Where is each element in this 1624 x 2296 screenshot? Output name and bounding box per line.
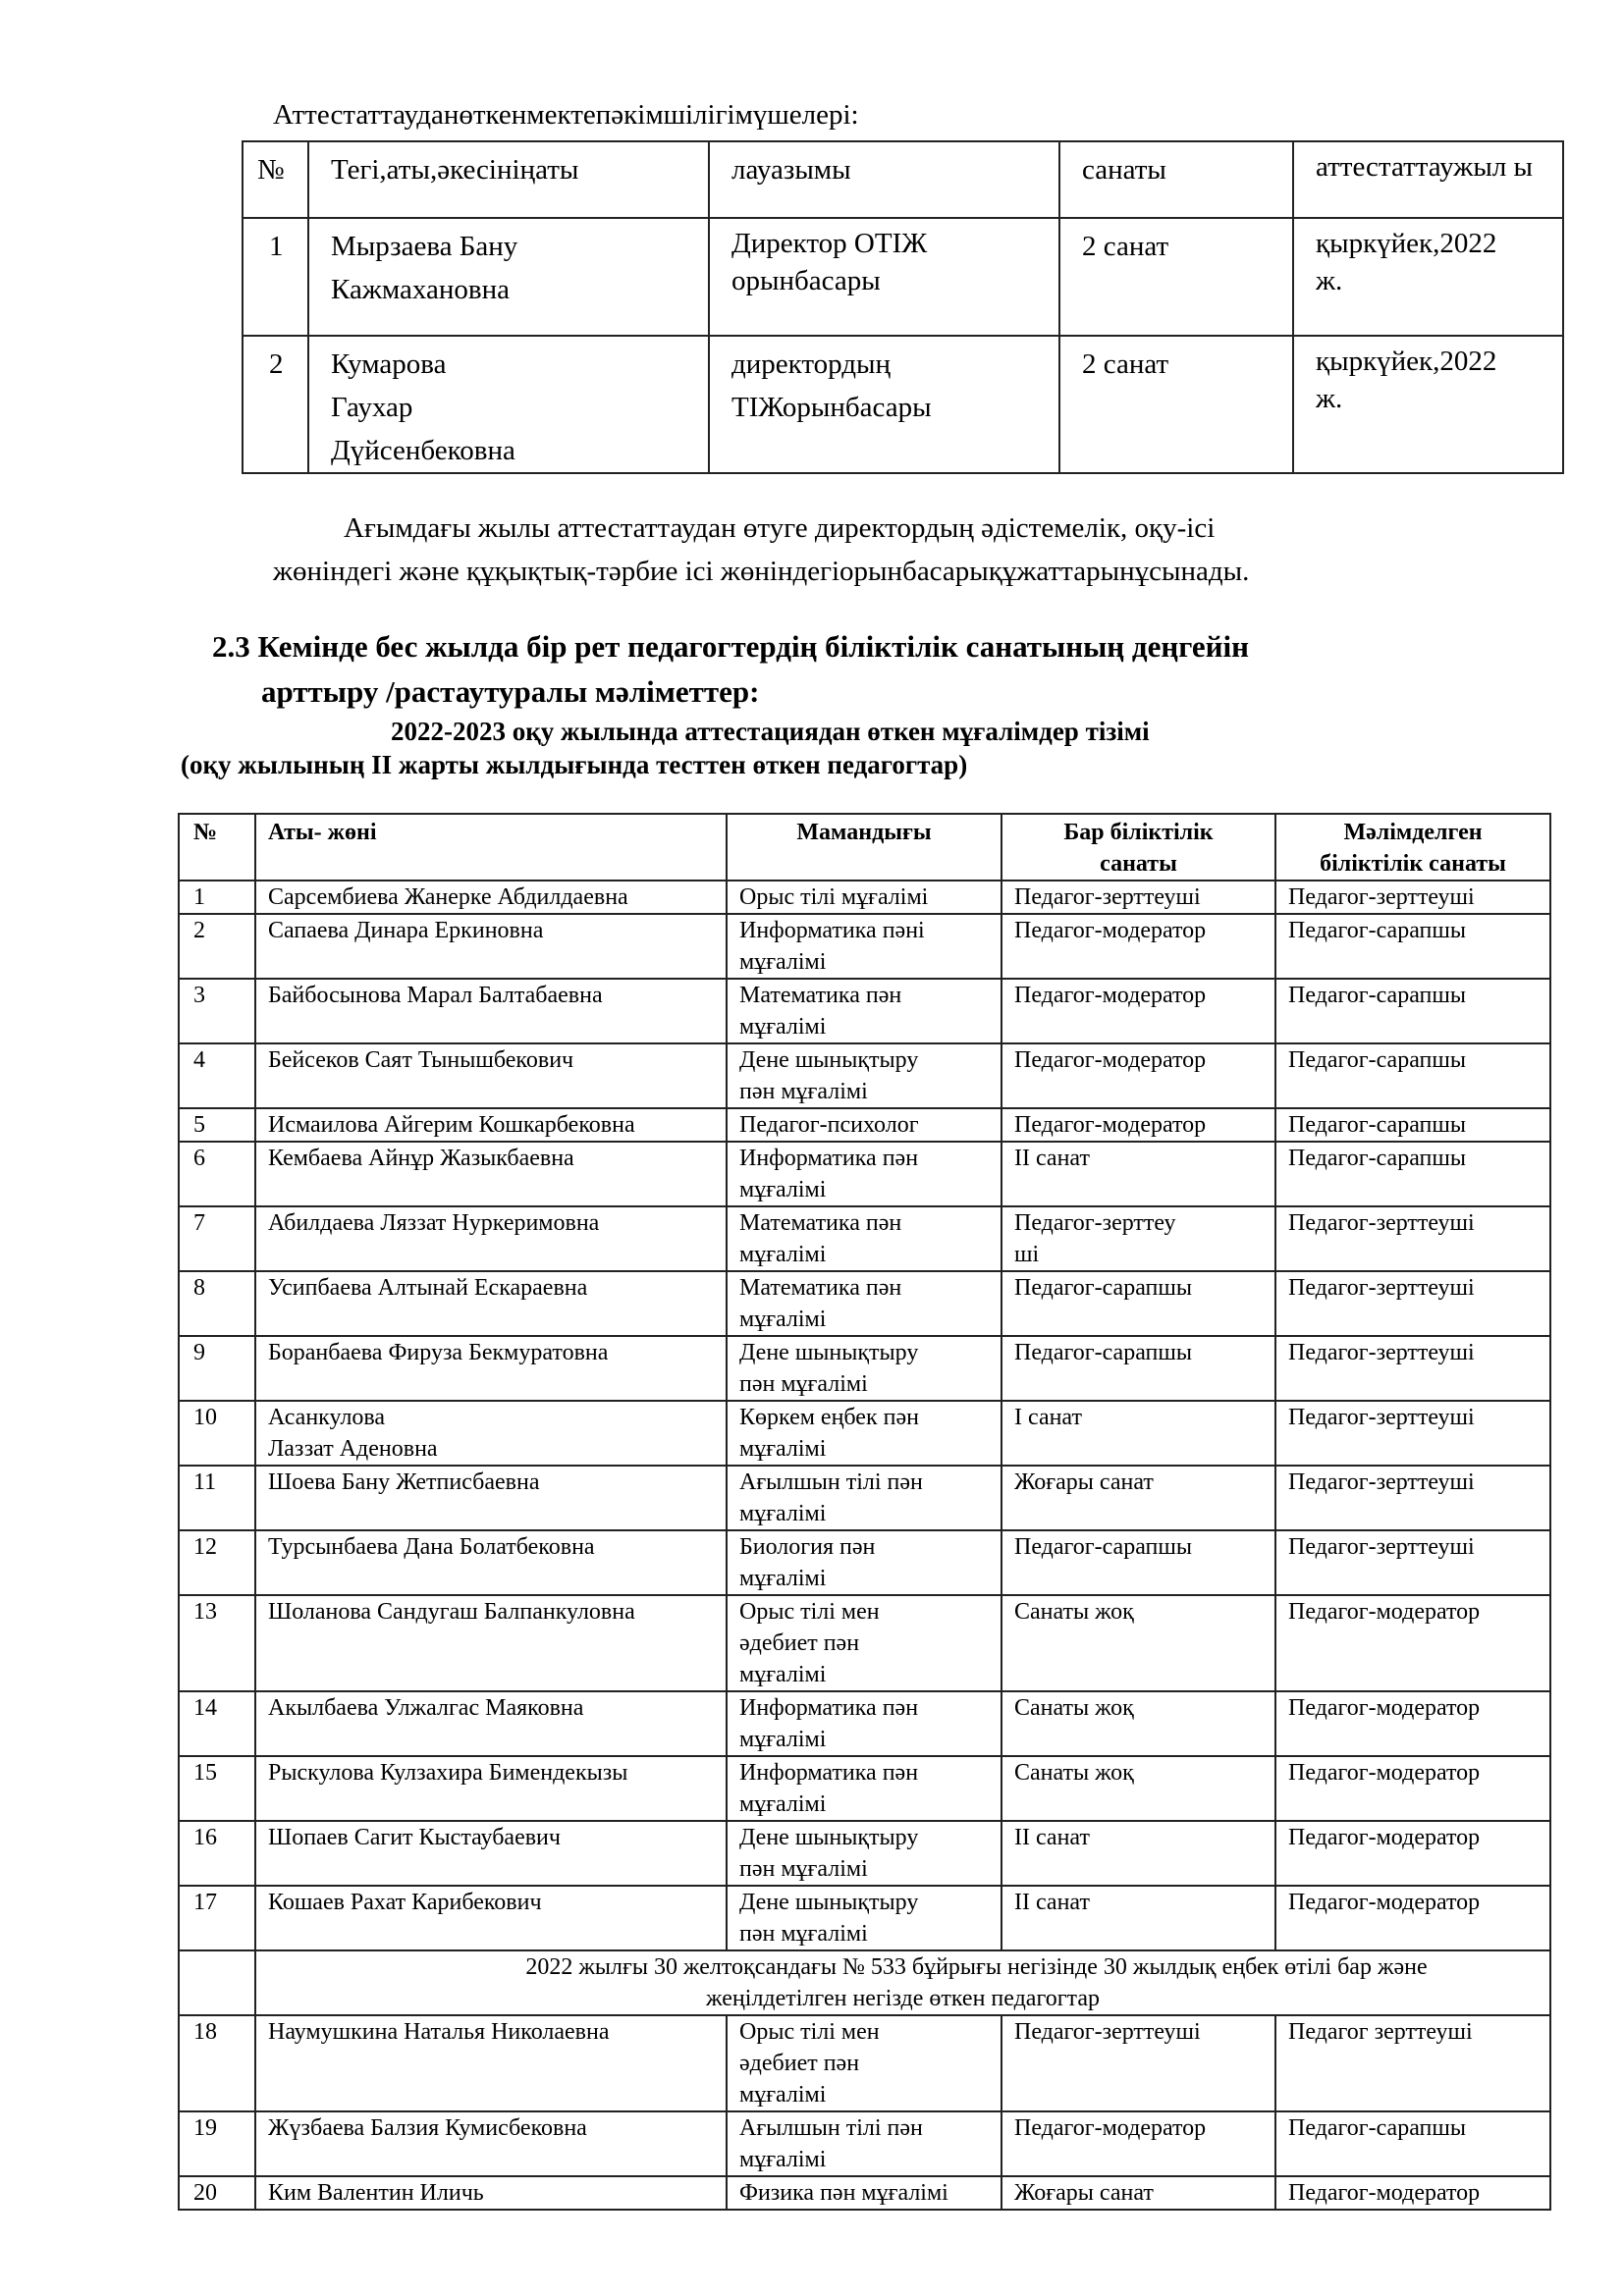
cell-line: Бейсеков Саят Тынышбекович (268, 1047, 574, 1073)
cell-line: Педагог-модератор (1014, 2115, 1207, 2141)
paragraph-line-2: жөніндегі және құқықтық-тәрбие ісі жөніндегіорынбасарықұжаттарынұсынады. (273, 556, 1250, 587)
cell-line: мұғалімі (739, 1566, 827, 1591)
row-name (255, 1271, 727, 1336)
cell-line: мұғалімі (739, 1242, 827, 1267)
row-declared-category: Педагог-сарапшы (1275, 1043, 1550, 1108)
table-row (179, 1108, 1550, 1142)
row-category: 2 санат (1059, 336, 1293, 473)
col-header-name: Аты- жөні (255, 814, 727, 881)
table-row (179, 1821, 1550, 1886)
row-specialty (727, 1756, 1001, 1821)
table-row (179, 1530, 1550, 1595)
cell-line: Информатика пәні (739, 918, 925, 943)
cell-line: Физика пән мұғалімі (739, 2180, 948, 2206)
section-heading-line-2: арттыру /растаутуралы мәліметтер: (261, 674, 760, 709)
table-row (179, 979, 1550, 1043)
row-specialty (727, 1530, 1001, 1595)
name-line: Кажмахановна (331, 274, 510, 305)
row-name (255, 881, 727, 914)
row-num: 19 (179, 2111, 255, 2176)
row-name (255, 1886, 727, 1950)
row-declared-category: Педагог-модератор (1275, 1691, 1550, 1756)
cell-line: Наумушкина Наталья Николаевна (268, 2019, 610, 2045)
row-name (255, 1206, 727, 1271)
col-header-num: № (243, 141, 308, 218)
cell-line: Информатика пән (739, 1760, 919, 1786)
table-row (243, 336, 1563, 473)
header-line: санаты (1100, 851, 1177, 877)
cell-line: Боранбаева Фируза Бекмуратовна (268, 1340, 609, 1365)
row-name (255, 1108, 727, 1142)
cell-line: мұғалімі (739, 2147, 827, 2172)
header-line: Мәлімделген (1343, 820, 1483, 845)
cell-line: пән мұғалімі (739, 1856, 868, 1882)
table-row (179, 1466, 1550, 1530)
cell-line: Дене шынықтыру (739, 1825, 919, 1850)
table-row (179, 1756, 1550, 1821)
cell-line: Абилдаева Ляззат Нуркеримовна (268, 1210, 600, 1236)
cell-line: Информатика пән (739, 1146, 919, 1171)
row-position (709, 218, 1059, 336)
row-declared-category: Педагог-зерттеуші (1275, 1271, 1550, 1336)
header-line: Бар біліктілік (1063, 820, 1214, 845)
cell-line: мұғалімі (739, 949, 827, 975)
table-row (179, 2015, 1550, 2111)
cell-line: Исмаилова Айгерим Кошкарбековна (268, 1112, 635, 1138)
row-name (255, 2176, 727, 2210)
year-line: қыркүйек,2022 (1316, 346, 1497, 377)
col-header-year: аттестаттаужыл ы (1293, 141, 1563, 218)
cell-line: Рыскулова Кулзахира Бимендекызы (268, 1760, 628, 1786)
row-current-category (1001, 1401, 1275, 1466)
row-num: 5 (179, 1108, 255, 1142)
name-line: Дүйсенбековна (331, 435, 515, 466)
row-name (255, 1756, 727, 1821)
cell-line: Санаты жоқ (1014, 1760, 1134, 1786)
row-specialty (727, 1108, 1001, 1142)
row-declared-category: Педагог-сарапшы (1275, 1108, 1550, 1142)
cell-line: Педагог-сарапшы (1014, 1275, 1192, 1301)
row-num: 1 (243, 218, 308, 336)
row-declared-category: Педагог-модератор (1275, 2176, 1550, 2210)
name-line: Кумарова (331, 348, 447, 380)
row-specialty (727, 1886, 1001, 1950)
table-row (179, 1401, 1550, 1466)
row-declared-category: Педагог-сарапшы (1275, 2111, 1550, 2176)
cell-line: Санаты жоқ (1014, 1599, 1134, 1625)
admin-attestation-table (242, 140, 1564, 474)
cell-line: Усипбаева Алтынай Ескараевна (268, 1275, 588, 1301)
cell-line: Педагог-сарапшы (1014, 1534, 1192, 1560)
cell-line: Дене шынықтыру (739, 1340, 919, 1365)
paragraph-line-1: Ағымдағы жылы аттестаттаудан өтуге директордың әдістемелік, оқу-ісі (344, 512, 1216, 544)
col-header-category: санаты (1059, 141, 1293, 218)
row-num: 18 (179, 2015, 255, 2111)
row-num: 2 (243, 336, 308, 473)
row-current-category (1001, 1336, 1275, 1401)
table-row (179, 1142, 1550, 1206)
year-line: ж. (1316, 265, 1343, 296)
row-name (255, 1530, 727, 1595)
cell-line: Акылбаева Улжалгас Маяковна (268, 1695, 584, 1721)
row-num: 8 (179, 1271, 255, 1336)
cell-line: Турсынбаева Дана Болатбековна (268, 1534, 595, 1560)
col-header-position: лауазымы (709, 141, 1059, 218)
cell-line: Ағылшын тілі пән (739, 1469, 923, 1495)
table-row (179, 1336, 1550, 1401)
cell-line: мұғалімі (739, 1727, 827, 1752)
cell-line: Жоғары санат (1014, 2180, 1154, 2206)
cell-line: Педагог-зерттеуші (1014, 2019, 1201, 2045)
cell-line: Дене шынықтыру (739, 1047, 919, 1073)
row-declared-category: Педагог-зерттеуші (1275, 1206, 1550, 1271)
row-current-category (1001, 1821, 1275, 1886)
row-current-category (1001, 1142, 1275, 1206)
cell-line: Кошаев Рахат Карибекович (268, 1890, 542, 1915)
name-line: Гаухар (331, 392, 413, 423)
section-heading-line-1: 2.3 Кемінде бес жылда бір рет педагогтердің біліктілік санатының деңгейін (212, 629, 1249, 664)
cell-line: Жүзбаева Балзия Кумисбековна (268, 2115, 587, 2141)
row-name (255, 1466, 727, 1530)
cell-line: Математика пән (739, 983, 902, 1008)
name-line: Мырзаева Бану (331, 231, 518, 262)
row-num: 12 (179, 1530, 255, 1595)
row-declared-category: Педагог-зерттеуші (1275, 1466, 1550, 1530)
cell-line: Педагог-модератор (1014, 1112, 1207, 1138)
cell-line: мұғалімі (739, 1307, 827, 1332)
row-num: 16 (179, 1821, 255, 1886)
row-name (308, 218, 709, 336)
row-specialty (727, 1595, 1001, 1691)
cell-line: Педагог-сарапшы (1014, 1340, 1192, 1365)
row-current-category (1001, 881, 1275, 914)
row-num: 20 (179, 2176, 255, 2210)
cell-line: Педагог-модератор (1014, 918, 1207, 943)
row-num: 10 (179, 1401, 255, 1466)
row-specialty (727, 979, 1001, 1043)
row-declared-category: Педагог зерттеуші (1275, 2015, 1550, 2111)
row-declared-category: Педагог-сарапшы (1275, 979, 1550, 1043)
row-category: 2 санат (1059, 218, 1293, 336)
row-num: 13 (179, 1595, 255, 1691)
row-declared-category: Педагог-модератор (1275, 1821, 1550, 1886)
row-declared-category: Педагог-зерттеуші (1275, 1401, 1550, 1466)
row-specialty (727, 881, 1001, 914)
row-name (255, 1691, 727, 1756)
cell-line: Информатика пән (739, 1695, 919, 1721)
table-row (179, 1206, 1550, 1271)
row-specialty (727, 1401, 1001, 1466)
row-current-category (1001, 2015, 1275, 2111)
cell-line: Математика пән (739, 1210, 902, 1236)
list-title-line-2: (оқу жылының ІІ жарты жылдығында тесттен өткен педагогтар) (181, 750, 968, 779)
row-specialty (727, 2111, 1001, 2176)
teacher-attestation-table (178, 813, 1551, 2211)
cell-line: Педагог-модератор (1014, 983, 1207, 1008)
row-specialty (727, 1271, 1001, 1336)
row-declared-category: Педагог-сарапшы (1275, 1142, 1550, 1206)
row-num: 4 (179, 1043, 255, 1108)
row-current-category (1001, 1595, 1275, 1691)
cell-line: Шоева Бану Жетписбаевна (268, 1469, 540, 1495)
teacher-rows-after-note (179, 2015, 1550, 2210)
cell-line: әдебиет пән (739, 1630, 860, 1656)
position-line: Директор ОТІЖ (731, 228, 928, 259)
cell-line: Жоғары санат (1014, 1469, 1154, 1495)
row-current-category (1001, 1043, 1275, 1108)
cell-line: Ағылшын тілі пән (739, 2115, 923, 2141)
row-num: 15 (179, 1756, 255, 1821)
note-line: 2022 жылғы 30 желтоқсандағы № 533 бұйрығы негізінде 30 жылдық еңбек өтілі бар және (525, 1954, 1428, 1980)
row-current-category (1001, 1206, 1275, 1271)
position-line: директордың (731, 348, 892, 380)
row-current-category (1001, 979, 1275, 1043)
cell-line: Биология пән (739, 1534, 876, 1560)
row-num: 2 (179, 914, 255, 979)
teacher-rows (179, 881, 1550, 1950)
cell-line: Орыс тілі мен (739, 1599, 880, 1625)
cell-line: мұғалімі (739, 1501, 827, 1526)
col-header-name: Тегі,аты,әкесініңаты (308, 141, 709, 218)
cell-line: Орыс тілі мұғалімі (739, 884, 929, 910)
row-num: 3 (179, 979, 255, 1043)
row-num: 7 (179, 1206, 255, 1271)
row-name (255, 979, 727, 1043)
row-name (255, 2111, 727, 2176)
row-num: 1 (179, 881, 255, 914)
row-current-category (1001, 2111, 1275, 2176)
row-declared-category: Педагог-зерттеуші (1275, 1336, 1550, 1401)
row-declared-category: Педагог-зерттеуші (1275, 881, 1550, 914)
row-name (255, 914, 727, 979)
row-current-category (1001, 1271, 1275, 1336)
row-num: 6 (179, 1142, 255, 1206)
note-row-num (179, 1950, 255, 2015)
table-row (179, 1595, 1550, 1691)
row-name (255, 1401, 727, 1466)
row-name (308, 336, 709, 473)
cell-line: мұғалімі (739, 1436, 827, 1462)
cell-line: Байбосынова Марал Балтабаевна (268, 983, 603, 1008)
row-name (255, 1043, 727, 1108)
row-current-category (1001, 1691, 1275, 1756)
row-specialty (727, 914, 1001, 979)
admin-table-header (243, 141, 1563, 218)
cell-line: Педагог-зерттеуші (1014, 884, 1201, 910)
cell-line: Санаты жоқ (1014, 1695, 1134, 1721)
admin-section-intro: Аттестаттауданөткенмектепәкімшілігімүшелері: (273, 99, 859, 131)
cell-line: мұғалімі (739, 1791, 827, 1817)
row-declared-category: Педагог-зерттеуші (1275, 1530, 1550, 1595)
header-line: біліктілік санаты (1320, 851, 1506, 877)
row-specialty (727, 1691, 1001, 1756)
cell-line: І санат (1014, 1405, 1082, 1430)
row-current-category (1001, 914, 1275, 979)
cell-line: Шоланова Сандугаш Балпанкуловна (268, 1599, 635, 1625)
year-line: ж. (1316, 383, 1343, 414)
table-row (179, 1043, 1550, 1108)
cell-line: пән мұғалімі (739, 1921, 868, 1947)
col-header-declared-category (1275, 814, 1550, 881)
year-line: қыркүйек,2022 (1316, 228, 1497, 259)
table-row (179, 914, 1550, 979)
position-line: ТІЖорынбасары (731, 392, 932, 423)
row-current-category (1001, 1886, 1275, 1950)
teacher-table-header (179, 814, 1550, 881)
row-declared-category: Педагог-модератор (1275, 1886, 1550, 1950)
row-current-category (1001, 1466, 1275, 1530)
cell-line: пән мұғалімі (739, 1371, 868, 1397)
row-num: 14 (179, 1691, 255, 1756)
cell-line: мұғалімі (739, 1014, 827, 1040)
cell-line: мұғалімі (739, 1662, 827, 1687)
row-specialty (727, 1336, 1001, 1401)
cell-line: ші (1014, 1242, 1040, 1267)
row-specialty (727, 2015, 1001, 2111)
cell-line: Дене шынықтыру (739, 1890, 919, 1915)
row-specialty (727, 1142, 1001, 1206)
row-specialty (727, 2176, 1001, 2210)
row-current-category (1001, 1108, 1275, 1142)
cell-line: Математика пән (739, 1275, 902, 1301)
table-row (179, 1691, 1550, 1756)
cell-line: Көркем еңбек пән (739, 1405, 919, 1430)
row-declared-category: Педагог-модератор (1275, 1756, 1550, 1821)
row-num: 9 (179, 1336, 255, 1401)
row-current-category (1001, 1530, 1275, 1595)
table-row (179, 2111, 1550, 2176)
cell-line: Педагог-модератор (1014, 1047, 1207, 1073)
row-current-category (1001, 1756, 1275, 1821)
row-name (255, 1595, 727, 1691)
position-line: орынбасары (731, 265, 881, 296)
cell-line: ІІ санат (1014, 1825, 1090, 1850)
note-row (179, 1950, 1550, 2015)
cell-line: Лаззат Аденовна (268, 1436, 438, 1462)
row-year (1293, 218, 1563, 336)
table-row (179, 1886, 1550, 1950)
cell-line: Шопаев Сагит Кыстаубаевич (268, 1825, 561, 1850)
row-name (255, 1336, 727, 1401)
row-specialty (727, 1043, 1001, 1108)
cell-line: Сарсембиева Жанерке Абдилдаевна (268, 884, 628, 910)
table-row (179, 881, 1550, 914)
row-name (255, 1821, 727, 1886)
list-title-line-1: 2022-2023 оқу жылында аттестациядан өткен мұғалімдер тізімі (391, 717, 1150, 746)
cell-line: мұғалімі (739, 1177, 827, 1202)
cell-line: Ким Валентин Иличь (268, 2180, 484, 2206)
row-position (709, 336, 1059, 473)
cell-line: Педагог-зерттеу (1014, 1210, 1176, 1236)
note-row-text (255, 1950, 1550, 2015)
row-specialty (727, 1821, 1001, 1886)
col-header-specialty: Мамандығы (727, 814, 1001, 881)
cell-line: Кембаева Айнұр Жазыкбаевна (268, 1146, 574, 1171)
cell-line: Педагог-психолог (739, 1112, 919, 1138)
row-declared-category: Педагог-модератор (1275, 1595, 1550, 1691)
cell-line: ІІ санат (1014, 1146, 1090, 1171)
row-declared-category: Педагог-сарапшы (1275, 914, 1550, 979)
note-line: жеңілдетілген негізде өткен педагогтар (706, 1986, 1100, 2011)
table-row (243, 218, 1563, 336)
cell-line: Орыс тілі мен (739, 2019, 880, 2045)
row-num: 11 (179, 1466, 255, 1530)
row-name (255, 2015, 727, 2111)
table-row (179, 2176, 1550, 2210)
cell-line: пән мұғалімі (739, 1079, 868, 1104)
row-specialty (727, 1206, 1001, 1271)
cell-line: мұғалімі (739, 2082, 827, 2108)
cell-line: Сапаева Динара Еркиновна (268, 918, 544, 943)
col-header-current-category (1001, 814, 1275, 881)
row-name (255, 1142, 727, 1206)
table-row (179, 1271, 1550, 1336)
cell-line: ІІ санат (1014, 1890, 1090, 1915)
cell-line: Асанкулова (268, 1405, 386, 1430)
col-header-num: № (179, 814, 255, 881)
row-num: 17 (179, 1886, 255, 1950)
row-year (1293, 336, 1563, 473)
row-current-category (1001, 2176, 1275, 2210)
row-specialty (727, 1466, 1001, 1530)
cell-line: әдебиет пән (739, 2051, 860, 2076)
